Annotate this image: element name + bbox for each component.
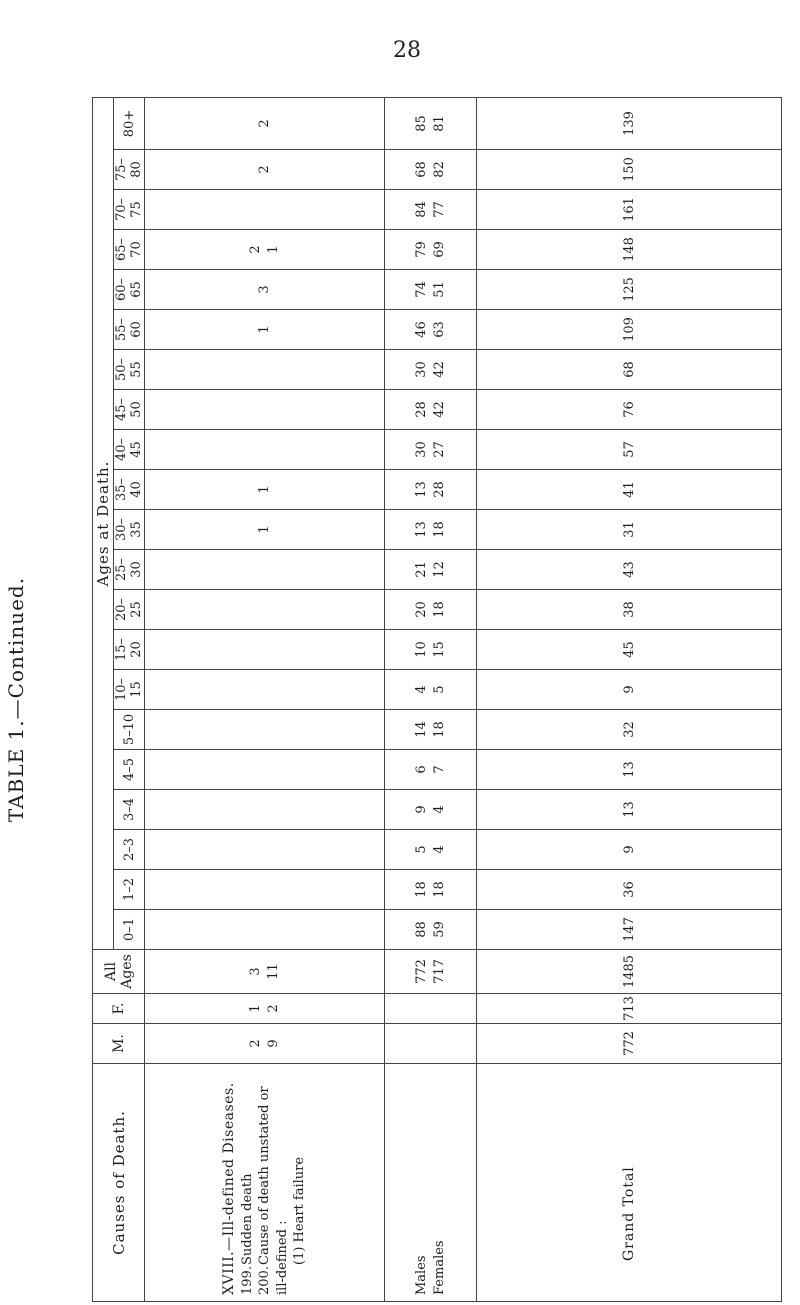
- cell-age: 13 28: [385, 470, 477, 510]
- age-range-header: 75–80: [114, 150, 145, 190]
- cell-age: 13: [477, 790, 782, 830]
- cause-label: 199.Sudden death: [239, 1173, 255, 1295]
- age-range-header: 55–60: [114, 310, 145, 350]
- cell-age: 150: [477, 150, 782, 190]
- cell-age: 21 12: [385, 550, 477, 590]
- cell-age: [145, 830, 385, 870]
- cell-age: 38: [477, 590, 782, 630]
- sex-labels-cell: [385, 1064, 477, 1302]
- cause-label: 200.Cause of death unstated or ill-defined :: [257, 1086, 290, 1295]
- causes-of-death-header: Causes of Death.: [93, 1064, 145, 1302]
- f-column-header: F.: [93, 994, 145, 1024]
- age-range-header: 60–65: [114, 270, 145, 310]
- age-range-header: 1–2: [114, 870, 145, 910]
- age-range-header: 2–3: [114, 830, 145, 870]
- cell-age: 46 63: [385, 310, 477, 350]
- cell-age: 1: [145, 310, 385, 350]
- cell-age: [145, 190, 385, 230]
- cell-age: 2: [145, 150, 385, 190]
- cell-age: 14 18: [385, 710, 477, 750]
- cause-cell: [145, 1064, 385, 1302]
- ages-at-death-header: Ages at Death.: [93, 98, 114, 950]
- cell-age: 5 4: [385, 830, 477, 870]
- age-range-header: 20–25: [114, 590, 145, 630]
- cell-age: 36: [477, 870, 782, 910]
- cell-age: [145, 550, 385, 590]
- cell-age: 13: [477, 750, 782, 790]
- cell-age: 79 69: [385, 230, 477, 270]
- cell-age: 28 42: [385, 390, 477, 430]
- mortality-table: [92, 97, 782, 1302]
- age-range-header: 50–55: [114, 350, 145, 390]
- cell-age: 1: [145, 470, 385, 510]
- cell-age: 4 5: [385, 670, 477, 710]
- cell-age: 57: [477, 430, 782, 470]
- all-ages-header: All Ages: [93, 950, 145, 994]
- age-range-header: 10–15: [114, 670, 145, 710]
- cell-age: [145, 430, 385, 470]
- age-range-header: 70–75: [114, 190, 145, 230]
- cell-m: 2 9: [145, 1024, 385, 1064]
- cell-age: 139: [477, 98, 782, 150]
- rotated-table-block: [4, 97, 782, 1302]
- cell-all: 772 717: [385, 950, 477, 994]
- cell-age: 109: [477, 310, 782, 350]
- cell-age: 45: [477, 630, 782, 670]
- cell-age: 30 27: [385, 430, 477, 470]
- cell-age: [145, 870, 385, 910]
- cell-age: 41: [477, 470, 782, 510]
- males-label: Males: [413, 1255, 429, 1295]
- cell-f: 1 2: [145, 994, 385, 1024]
- cell-age: [145, 590, 385, 630]
- cell-age: [145, 750, 385, 790]
- table-caption: TABLE 1.—Continued.: [4, 576, 28, 823]
- cell-age: 88 59: [385, 910, 477, 950]
- cell-m: 772: [477, 1024, 782, 1064]
- cell-f: [385, 994, 477, 1024]
- cell-age: 9: [477, 830, 782, 870]
- age-range-header: 45–50: [114, 390, 145, 430]
- ill-defined-diseases-row: [145, 98, 385, 1302]
- cell-all: 1485: [477, 950, 782, 994]
- cell-age: [145, 670, 385, 710]
- cell-age: 30 42: [385, 350, 477, 390]
- page-number: 28: [393, 38, 421, 63]
- cell-age: 43: [477, 550, 782, 590]
- age-range-header: 0–1: [114, 910, 145, 950]
- cell-age: [145, 630, 385, 670]
- sex-totals-row: [385, 98, 477, 1302]
- cell-age: 6 7: [385, 750, 477, 790]
- cell-age: 3: [145, 270, 385, 310]
- age-range-header: 65–70: [114, 230, 145, 270]
- cell-age: 2 1: [145, 230, 385, 270]
- cause-label: (1) Heart failure: [292, 1156, 308, 1265]
- grand-total-label: Grand Total: [477, 1064, 782, 1302]
- grand-total-row: [477, 98, 782, 1302]
- cell-age: [145, 710, 385, 750]
- cell-all: 3 11: [145, 950, 385, 994]
- age-range-header: 40–45: [114, 430, 145, 470]
- cell-age: 68: [477, 350, 782, 390]
- cell-age: 84 77: [385, 190, 477, 230]
- cell-age: 18 18: [385, 870, 477, 910]
- cell-age: 10 15: [385, 630, 477, 670]
- age-range-header: 80+: [114, 98, 145, 150]
- cell-age: 147: [477, 910, 782, 950]
- age-range-header: 5–10: [114, 710, 145, 750]
- cell-age: 74 51: [385, 270, 477, 310]
- age-range-header: 4–5: [114, 750, 145, 790]
- age-range-header: 3–4: [114, 790, 145, 830]
- cell-age: [145, 790, 385, 830]
- section-title: XVIII.—Ill-defined Diseases.: [220, 1082, 237, 1295]
- age-range-header: 30–35: [114, 510, 145, 550]
- cell-age: 31: [477, 510, 782, 550]
- m-column-header: M.: [93, 1024, 145, 1064]
- cell-age: [145, 390, 385, 430]
- cell-age: 76: [477, 390, 782, 430]
- cell-age: [145, 350, 385, 390]
- cell-age: [145, 910, 385, 950]
- cell-m: [385, 1024, 477, 1064]
- cell-age: 1: [145, 510, 385, 550]
- cell-age: 125: [477, 270, 782, 310]
- age-range-header: 15–20: [114, 630, 145, 670]
- age-range-header: 25–30: [114, 550, 145, 590]
- cell-age: 9: [477, 670, 782, 710]
- cell-age: 68 82: [385, 150, 477, 190]
- cell-age: 9 4: [385, 790, 477, 830]
- females-label: Females: [431, 1240, 447, 1295]
- cell-age: 2: [145, 98, 385, 150]
- cell-age: 85 81: [385, 98, 477, 150]
- cell-f: 713: [477, 994, 782, 1024]
- cell-age: 20 18: [385, 590, 477, 630]
- age-range-header: 35–40: [114, 470, 145, 510]
- cell-age: 13 18: [385, 510, 477, 550]
- cell-age: 161: [477, 190, 782, 230]
- cell-age: 32: [477, 710, 782, 750]
- cell-age: 148: [477, 230, 782, 270]
